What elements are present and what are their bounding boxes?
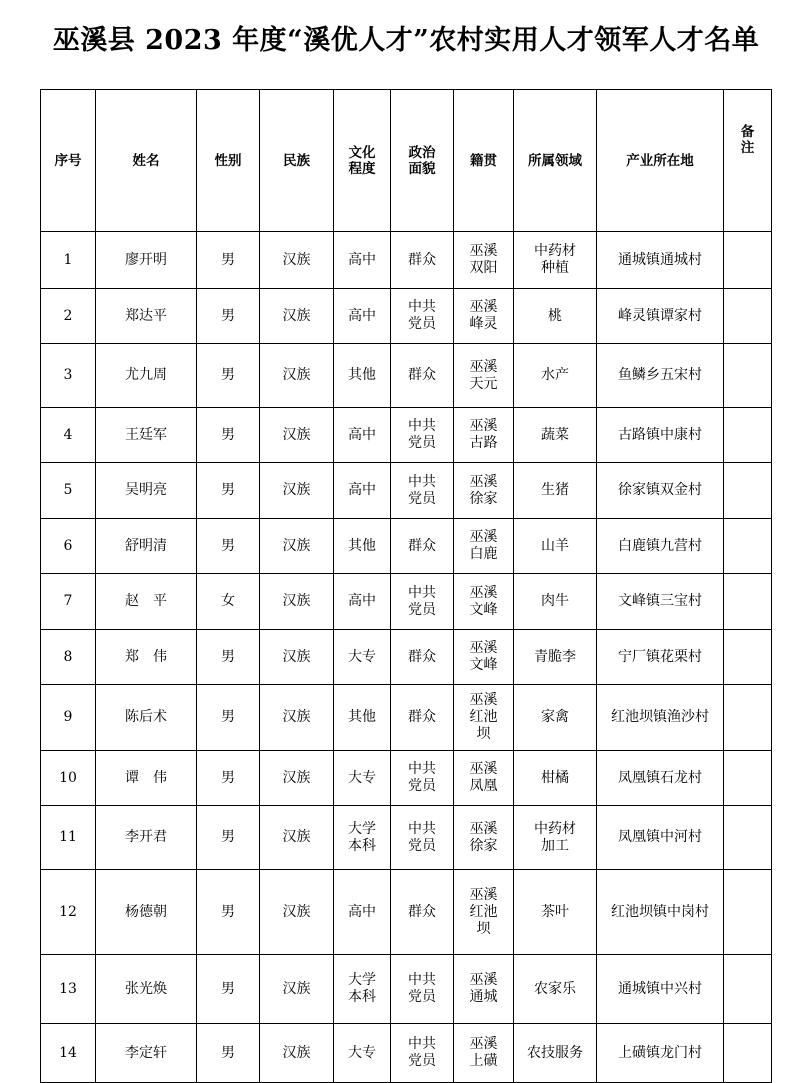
cell-remark (724, 751, 772, 806)
header-education: 文化 程度 (334, 90, 391, 232)
table-row (41, 344, 772, 408)
cell-education: 高中 (334, 232, 391, 289)
cell-location: 通城镇通城村 (597, 232, 724, 289)
cell-remark (724, 1024, 772, 1083)
cell-ethnicity: 汉族 (260, 630, 334, 685)
cell-field: 农技服务 (514, 1024, 597, 1083)
cell-remark (724, 408, 772, 463)
cell-name: 李定轩 (96, 1024, 197, 1083)
cell-origin: 巫溪 天元 (454, 344, 514, 408)
cell-education: 高中 (334, 574, 391, 630)
cell-name: 吴明亮 (96, 463, 197, 519)
cell-origin: 巫溪 红池 坝 (454, 685, 514, 751)
header-ethnicity: 民族 (260, 90, 334, 232)
cell-field: 生猪 (514, 463, 597, 519)
cell-politics: 中共 党员 (391, 955, 454, 1024)
cell-origin: 巫溪 凤凰 (454, 751, 514, 806)
cell-origin: 巫溪 徐家 (454, 463, 514, 519)
cell-politics: 群众 (391, 870, 454, 955)
cell-field: 山羊 (514, 519, 597, 574)
cell-origin: 巫溪 徐家 (454, 806, 514, 870)
table-row (41, 463, 772, 519)
cell-origin: 巫溪 文峰 (454, 574, 514, 630)
cell-remark (724, 289, 772, 344)
cell-location: 白鹿镇九营村 (597, 519, 724, 574)
cell-education: 高中 (334, 289, 391, 344)
talent-list-table (40, 89, 772, 1083)
cell-ethnicity: 汉族 (260, 408, 334, 463)
cell-education: 大专 (334, 630, 391, 685)
cell-education: 其他 (334, 519, 391, 574)
cell-name: 李开君 (96, 806, 197, 870)
cell-field: 农家乐 (514, 955, 597, 1024)
cell-gender: 男 (197, 685, 260, 751)
cell-politics: 中共 党员 (391, 574, 454, 630)
cell-remark (724, 955, 772, 1024)
cell-remark (724, 574, 772, 630)
cell-seq: 4 (41, 408, 96, 463)
header-politics: 政治 面貌 (391, 90, 454, 232)
cell-ethnicity: 汉族 (260, 685, 334, 751)
cell-name: 廖开明 (96, 232, 197, 289)
cell-ethnicity: 汉族 (260, 870, 334, 955)
cell-education: 其他 (334, 344, 391, 408)
table-row (41, 806, 772, 870)
cell-education: 高中 (334, 870, 391, 955)
cell-name: 赵 平 (96, 574, 197, 630)
cell-origin: 巫溪 文峰 (454, 630, 514, 685)
cell-name: 谭 伟 (96, 751, 197, 806)
cell-location: 红池坝镇中岗村 (597, 870, 724, 955)
cell-location: 凤凰镇石龙村 (597, 751, 724, 806)
header-location: 产业所在地 (597, 90, 724, 232)
cell-seq: 8 (41, 630, 96, 685)
cell-gender: 女 (197, 574, 260, 630)
cell-field: 中药材 加工 (514, 806, 597, 870)
cell-field: 柑橘 (514, 751, 597, 806)
cell-remark (724, 232, 772, 289)
cell-seq: 9 (41, 685, 96, 751)
cell-field: 桃 (514, 289, 597, 344)
cell-education: 大学 本科 (334, 806, 391, 870)
cell-politics: 群众 (391, 630, 454, 685)
cell-remark (724, 630, 772, 685)
cell-gender: 男 (197, 1024, 260, 1083)
cell-politics: 群众 (391, 519, 454, 574)
cell-politics: 群众 (391, 232, 454, 289)
cell-origin: 巫溪 红池 坝 (454, 870, 514, 955)
cell-gender: 男 (197, 408, 260, 463)
cell-politics: 中共 党员 (391, 806, 454, 870)
cell-seq: 7 (41, 574, 96, 630)
cell-field: 中药材 种植 (514, 232, 597, 289)
cell-location: 文峰镇三宝村 (597, 574, 724, 630)
cell-gender: 男 (197, 519, 260, 574)
table-body (41, 232, 772, 1083)
cell-gender: 男 (197, 344, 260, 408)
cell-name: 王廷军 (96, 408, 197, 463)
cell-education: 其他 (334, 685, 391, 751)
cell-education: 高中 (334, 463, 391, 519)
cell-name: 杨德朝 (96, 870, 197, 955)
table-row (41, 1024, 772, 1083)
cell-location: 通城镇中兴村 (597, 955, 724, 1024)
cell-ethnicity: 汉族 (260, 344, 334, 408)
cell-seq: 1 (41, 232, 96, 289)
cell-remark (724, 870, 772, 955)
cell-remark (724, 463, 772, 519)
cell-politics: 中共 党员 (391, 751, 454, 806)
cell-politics: 中共 党员 (391, 289, 454, 344)
cell-politics: 群众 (391, 685, 454, 751)
cell-gender: 男 (197, 232, 260, 289)
header-gender: 性别 (197, 90, 260, 232)
cell-gender: 男 (197, 806, 260, 870)
cell-ethnicity: 汉族 (260, 574, 334, 630)
cell-origin: 巫溪 通城 (454, 955, 514, 1024)
cell-gender: 男 (197, 630, 260, 685)
table-row (41, 232, 772, 289)
cell-origin: 巫溪 白鹿 (454, 519, 514, 574)
cell-field: 水产 (514, 344, 597, 408)
cell-location: 红池坝镇渔沙村 (597, 685, 724, 751)
table-row (41, 289, 772, 344)
table-row (41, 519, 772, 574)
cell-name: 郑达平 (96, 289, 197, 344)
cell-seq: 11 (41, 806, 96, 870)
cell-location: 上磺镇龙门村 (597, 1024, 724, 1083)
table-row (41, 630, 772, 685)
table-row (41, 574, 772, 630)
header-remark: 备 注 (724, 90, 772, 232)
cell-location: 峰灵镇谭家村 (597, 289, 724, 344)
cell-politics: 中共 党员 (391, 408, 454, 463)
cell-field: 家禽 (514, 685, 597, 751)
cell-seq: 14 (41, 1024, 96, 1083)
cell-education: 大专 (334, 1024, 391, 1083)
cell-ethnicity: 汉族 (260, 806, 334, 870)
cell-education: 大学 本科 (334, 955, 391, 1024)
table-row (41, 408, 772, 463)
cell-remark (724, 685, 772, 751)
cell-ethnicity: 汉族 (260, 519, 334, 574)
cell-name: 舒明清 (96, 519, 197, 574)
cell-location: 凤凰镇中河村 (597, 806, 724, 870)
header-seq: 序号 (41, 90, 96, 232)
cell-gender: 男 (197, 463, 260, 519)
cell-location: 宁厂镇花栗村 (597, 630, 724, 685)
cell-name: 陈后术 (96, 685, 197, 751)
cell-location: 古路镇中康村 (597, 408, 724, 463)
cell-field: 蔬菜 (514, 408, 597, 463)
cell-origin: 巫溪 古路 (454, 408, 514, 463)
cell-origin: 巫溪 峰灵 (454, 289, 514, 344)
cell-origin: 巫溪 上磺 (454, 1024, 514, 1083)
cell-field: 肉牛 (514, 574, 597, 630)
header-origin: 籍贯 (454, 90, 514, 232)
cell-remark (724, 344, 772, 408)
cell-politics: 中共 党员 (391, 463, 454, 519)
cell-seq: 12 (41, 870, 96, 955)
cell-seq: 13 (41, 955, 96, 1024)
cell-name: 尤九周 (96, 344, 197, 408)
cell-gender: 男 (197, 751, 260, 806)
cell-seq: 10 (41, 751, 96, 806)
cell-seq: 6 (41, 519, 96, 574)
cell-seq: 5 (41, 463, 96, 519)
cell-education: 大专 (334, 751, 391, 806)
cell-ethnicity: 汉族 (260, 289, 334, 344)
cell-gender: 男 (197, 870, 260, 955)
cell-seq: 2 (41, 289, 96, 344)
cell-location: 鱼鳞乡五宋村 (597, 344, 724, 408)
cell-politics: 群众 (391, 344, 454, 408)
table-row (41, 685, 772, 751)
cell-field: 茶叶 (514, 870, 597, 955)
cell-location: 徐家镇双金村 (597, 463, 724, 519)
cell-ethnicity: 汉族 (260, 232, 334, 289)
header-name: 姓名 (96, 90, 197, 232)
cell-seq: 3 (41, 344, 96, 408)
table-row (41, 751, 772, 806)
cell-education: 高中 (334, 408, 391, 463)
cell-name: 郑 伟 (96, 630, 197, 685)
cell-field: 青脆李 (514, 630, 597, 685)
cell-ethnicity: 汉族 (260, 751, 334, 806)
cell-politics: 中共 党员 (391, 1024, 454, 1083)
cell-name: 张光焕 (96, 955, 197, 1024)
document-title: 巫溪县 2023 年度“溪优人才”农村实用人才领军人才名单 (52, 25, 760, 56)
table-row (41, 955, 772, 1024)
cell-ethnicity: 汉族 (260, 955, 334, 1024)
cell-remark (724, 519, 772, 574)
header-field: 所属领域 (514, 90, 597, 232)
cell-gender: 男 (197, 955, 260, 1024)
cell-origin: 巫溪 双阳 (454, 232, 514, 289)
cell-remark (724, 806, 772, 870)
table-header-row (41, 90, 772, 232)
table-row (41, 870, 772, 955)
cell-ethnicity: 汉族 (260, 1024, 334, 1083)
cell-ethnicity: 汉族 (260, 463, 334, 519)
cell-gender: 男 (197, 289, 260, 344)
